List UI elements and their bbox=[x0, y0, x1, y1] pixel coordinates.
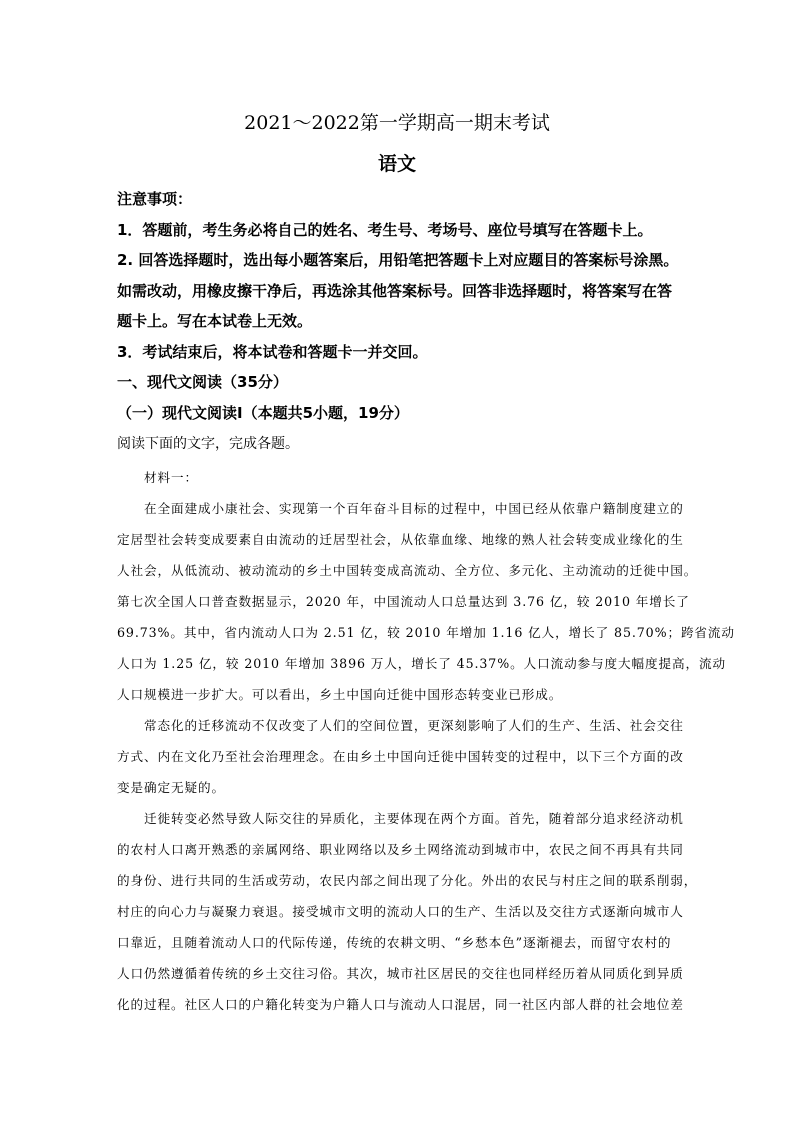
passage-line: 的身份、进行共同的生活或劳动，农民内部之间出现了分化。外出的农民与村庄之间的联系削弱， bbox=[117, 873, 698, 888]
passage-line: 第七次全国人口普查数据显示，2020 年，中国流动人口总量达到 3.76 亿，较 2010 年增长了 bbox=[117, 594, 690, 609]
passage-line: 化的过程。社区人口的户籍化转变为户籍人口与流动人口混居，同一社区内部人群的社会地位差 bbox=[117, 997, 684, 1012]
subject-title: 语文 bbox=[377, 153, 416, 175]
reading-passage bbox=[117, 462, 735, 1020]
material-label: 材料一： bbox=[144, 470, 198, 485]
reading-instruction: 阅读下面的文字，完成各题。 bbox=[117, 436, 299, 452]
passage-line: 人口为 1.25 亿，较 2010 年增加 3896 万人，增长了 45.37%。人口流动参与度大幅度提高，流动 bbox=[117, 656, 726, 671]
passage-line: 定居型社会转变成要素自由流动的迁居型社会，从依靠血缘、地缘的熟人社会转变成业缘化的生 bbox=[117, 532, 684, 547]
passage-line: 迁徙转变必然导致人际交往的异质化，主要体现在两个方面。首先，随着部分追求经济动机 bbox=[117, 811, 684, 826]
section-heading: 一、现代文阅读（35分） bbox=[117, 373, 288, 391]
passage-line: 69.73%。其中，省内流动人口为 2.51 亿，较 2010 年增加 1.16 亿人，增长了 85.70%；跨省流动 bbox=[117, 625, 735, 640]
passage-line: 人口规模进一步扩大。可以看出，乡土中国向迁徙中国形态转变业已形成。 bbox=[117, 687, 563, 702]
subsection-heading: （一）现代文阅读Ⅰ（本题共5小题，19分） bbox=[117, 403, 409, 422]
paragraph-1 bbox=[117, 493, 735, 710]
passage-line: 常态化的迁移流动不仅改变了人们的空间位置，更深刻影响了人们的生产、生活、社会交往 bbox=[117, 718, 684, 733]
notice-item-3: 3．考试结束后，将本试卷和答题卡一并交回。 bbox=[117, 342, 428, 361]
passage-line: 人口仍然遵循着传统的乡土交往习俗。其次，城市社区居民的交往也同样经历着从同质化到异质 bbox=[117, 966, 684, 981]
notice-item-2-line-1: 2. 回答选择题时，选出每小题答案后，用铅笔把答题卡上对应题目的答案标号涂黑。 bbox=[117, 251, 679, 269]
notice-section bbox=[117, 184, 707, 428]
paragraph-3 bbox=[117, 803, 707, 1020]
passage-line: 在全面建成小康社会、实现第一个百年奋斗目标的过程中，中国已经从依靠户籍制度建立的 bbox=[117, 501, 684, 516]
notice-item-2-line-2: 如需改动，用橡皮擦干净后，再选涂其他答案标号。回答非选择题时，将答案写在答 bbox=[117, 281, 673, 300]
passage-line: 村庄的向心力与凝聚力衰退。接受城市文明的流动人口的生产、生活以及交往方式逐渐向城市人 bbox=[117, 904, 684, 919]
passage-line: 的农村人口离开熟悉的亲属网络、职业网络以及乡土网络流动到城市中，农民之间不再具有共同 bbox=[117, 842, 684, 857]
passage-line: 人社会，从低流动、被动流动的乡土中国转变成高流动、全方位、多元化、主动流动的迁徙中国。 bbox=[117, 563, 698, 578]
paragraph-2 bbox=[117, 710, 707, 803]
exam-title: 2021～2022第一学期高一期末考试 bbox=[244, 112, 550, 134]
notice-item-2-line-3: 题卡上。写在本试卷上无效。 bbox=[117, 312, 313, 330]
notice-heading: 注意事项： bbox=[117, 190, 193, 208]
notice-item-1: 1．答题前，考生务必将自己的姓名、考生号、考场号、座位号填写在答题卡上。 bbox=[117, 220, 653, 239]
passage-line: 方式、内在文化乃至社会治理理念。在由乡土中国向迁徙中国转变的过程中，以下三个方面的改 bbox=[117, 749, 684, 764]
passage-line: 口靠近，且随着流动人口的代际传递，传统的农耕文明、“乡愁本色”逐渐褪去，而留守农村的 bbox=[117, 935, 672, 950]
passage-line: 变是确定无疑的。 bbox=[117, 780, 225, 795]
